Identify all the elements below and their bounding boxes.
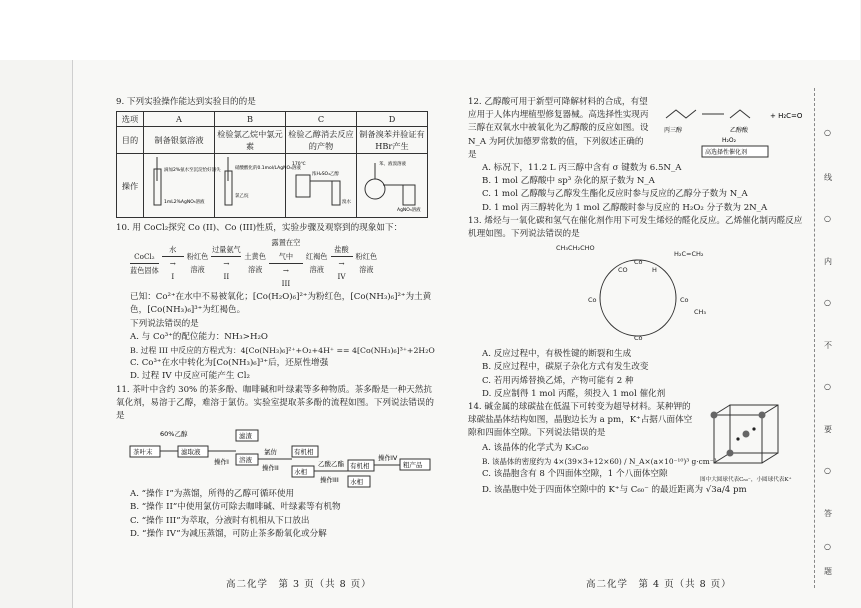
q10-node: CoCl₂ 蓝色固体 [130, 250, 159, 277]
q9-apparatus-d [357, 154, 428, 218]
mech-propanal: CH₃CH₂CHO [556, 244, 595, 253]
label-b2: 氯乙烷 [235, 194, 249, 200]
binding-mark: 题 [824, 567, 832, 576]
binding-mark: 答 [824, 509, 832, 518]
q12-option-a: A. 标况下，11.2 L 丙三醇中含有 σ 键数为 6.5N_A [482, 163, 682, 174]
q11-option-a: A. “操作 I”为蒸馏，所得的乙醇可循环使用 [130, 489, 295, 500]
q14-option-b: B. 该晶体的密度约为 4×(39×3+12×60) / N_A×(a×10⁻¹⁰)³ g·cm⁻³ [482, 456, 717, 466]
q12-option-d: D. 1 mol 丙三醇转化为 1 mol 乙醇酸时参与反应的 H₂O₂ 分子数为 2N_A [482, 202, 768, 213]
scheme-glycerol: 丙三醇 [664, 127, 683, 134]
flow-organic1: 有机相 [294, 448, 314, 457]
flow-ethanol: 60%乙醇 [160, 430, 188, 439]
q14-stem: 14. 碱金属的球碳盐在低温下可转变为超导材料。某种钾的球碳盐晶体结构如图，晶胞边长为 a pm，K⁺占据八面体空隙和四面体空隙。下列说法错误的是 [468, 402, 693, 439]
binding-mark: ○ [824, 128, 831, 137]
q9-purpose-label: 目的 [117, 127, 144, 154]
q10-node: 土黄色 溶液 [244, 252, 266, 275]
mech-ethylene: H₂C=CH₂ [674, 250, 704, 259]
q11-stem: 11. 茶叶中含约 30% 的茶多酚、咖啡碱和叶绿素等多种物质。茶多酚是一种天然抗氧化剂，易溶于乙醇，难溶于氯仿。实验室提取茶多酚的流程如图。下列说法错误的是 [116, 384, 434, 422]
page-3 [116, 96, 436, 541]
q10-ask: 下列说法错误的是 [130, 318, 199, 329]
q12-stem: 12. 乙醇酸可用于新型可降解材料的合成，有望应用于人体内埋植型修复器械。高选择性实现丙三醇在双氧水中被氧化为乙醇酸的反应如图。设 N_A 为阿伏加德罗常数的值，下列叙述正确的是 [468, 97, 649, 160]
flow-ethyl-acetate: 乙酸乙酯 [318, 460, 344, 469]
q10-flow [116, 236, 436, 290]
q9-header-cell: D [357, 112, 428, 127]
q10-arrow: 水 → I [162, 243, 184, 284]
q10-node: 粉红色 溶液 [355, 252, 378, 275]
mech-co-bottom: Co [634, 334, 643, 343]
q9-purpose-b: 检验氯乙烷中氯元素 [215, 127, 286, 154]
binding-mark: 内 [824, 257, 832, 266]
q10-node: 粉红色 溶液 [186, 252, 209, 275]
q14-option-c: C. 该晶胞含有 8 个四面体空隙，1 个八面体空隙 [482, 469, 668, 480]
q9-purpose-d: 制备溴苯并验证有HBr产生 [357, 127, 428, 154]
q9-header-cell: C [286, 112, 357, 127]
q9-header-cell: B [215, 112, 286, 127]
q10-option-b: B. 过程 III 中反应的方程式为：4[Co(NH₃)₆]²⁺+O₂+4H⁺ == 4[Co(NH₃)₆]³⁺+2H₂O [130, 346, 435, 356]
q10-arrow: 过量氨气 → II [211, 245, 241, 282]
binding-mark: ○ [824, 298, 831, 307]
q13-mechanism [468, 242, 808, 348]
mech-co-right: Co [680, 296, 689, 305]
q13-option-c: C. 若用丙烯替换乙烯，产物可能有 2 种 [482, 375, 634, 386]
q11-option-c: C. “操作 III”为萃取，分液时有机相从下口放出 [130, 515, 310, 526]
q10-arrow: 盐酸 → IV [331, 243, 353, 284]
q12-scheme [658, 96, 808, 162]
q13-stem: 13. 烯烃与一氧化碳和氢气在催化剂作用下可发生烯烃的醛化反应。乙烯催化制丙醛反应机理如图。下列说法错误的是 [468, 215, 803, 240]
q13-option-a: A. 反应过程中，有极性键的断裂和生成 [482, 349, 632, 360]
label-a2: 1mL2%AgNO₃溶液 [164, 200, 205, 206]
binding-mark: ○ [824, 382, 831, 391]
mech-co-left: Co [588, 296, 597, 305]
binding-line [814, 88, 815, 588]
binding-mark: 线 [824, 173, 832, 182]
label-c2: 浓H₂SO₄乙醇 [312, 172, 339, 178]
q10-node: 红褐色 溶液 [305, 252, 328, 275]
binding-mark: 要 [824, 425, 832, 434]
mech-h: H [652, 266, 657, 275]
label-c1: 170℃ [292, 162, 306, 168]
q9-apparatus-a [144, 154, 221, 218]
flow-tea: 茶叶末 [133, 448, 153, 457]
q14-figure-caption: 图中大圆球代表C₆₀⁻，小圆球代表K⁺ [700, 477, 792, 484]
q9-operation-label: 操作 [117, 154, 144, 218]
flow-water2: 水相 [350, 478, 363, 487]
q13-option-b: B. 反应过程中，碳原子杂化方式有发生改变 [482, 362, 649, 373]
label-a1: 滴加2%氨水至沉淀恰好溶失 [164, 168, 221, 174]
q9-apparatus-c [286, 154, 357, 218]
scan-margin [0, 0, 860, 60]
binding-mark: 不 [824, 341, 832, 350]
q9-header-cell: A [144, 112, 215, 127]
q14-crystal-cell [700, 401, 796, 471]
q13-option-d: D. 反应制得 1 mol 丙醛，须投入 1 mol 催化剂 [482, 388, 666, 399]
flow-water1: 水相 [294, 468, 307, 477]
scheme-catalyst: 高选择性催化剂 [705, 149, 748, 156]
flow-op1: 操作I [214, 458, 229, 467]
mech-methyl: CH₃ [694, 308, 707, 317]
label-b1: 硝酸酸化的0.1mol/LAgNO₃溶液 [235, 166, 301, 172]
q9-purpose-c: 检验乙醇消去反应的产物 [286, 127, 357, 154]
q14-option-d: D. 该晶胞中处于四面体空隙中的 K⁺与 C₆₀⁻ 的最近距离为 √3a/4 pm [482, 485, 747, 496]
flow-residue: 滤渣 [239, 432, 252, 441]
q14-option-a: A. 该晶体的化学式为 K₃C₆₀ [482, 442, 589, 453]
label-d2: AgNO₃溶液 [397, 208, 421, 214]
binding-mark: ○ [824, 466, 831, 475]
binding-mark: ○ [824, 214, 831, 223]
q10-option-a: A. 与 Co³⁺的配位能力：NH₃>H₂O [130, 331, 268, 342]
q9-stem: 9. 下列实验操作能达到实验目的的是 [116, 97, 256, 107]
flow-op2: 操作II [262, 464, 279, 473]
q10-option-d: D. 过程 IV 中反应可能产生 Cl₂ [130, 371, 250, 382]
flow-op3: 操作III [320, 476, 339, 485]
flow-filtrate: 滤取液 [181, 448, 201, 457]
flow-product: 粗产品 [403, 461, 423, 470]
q9-purpose-a: 制备银氨溶液 [144, 127, 215, 154]
q9-table [116, 111, 428, 218]
mech-co-top: Co [634, 258, 643, 267]
q12-option-c: C. 1 mol 乙醇酸与乙醇发生酯化反应时参与反应的乙醇分子数为 N_A [482, 189, 748, 200]
flow-op4: 操作IV [378, 454, 398, 463]
label-c3: 溴水 [342, 200, 351, 206]
scheme-glycolic: 乙醇酸 [730, 127, 749, 134]
q10-arrow: 露置在空气中 → III [269, 236, 303, 290]
flow-chloroform: 氯仿 [264, 448, 277, 457]
label-d1: 苯、液溴溶液 [379, 162, 406, 168]
q10-known: 已知：Co²⁺在水中不易被氧化；[Co(H₂O)₆]²⁺为粉红色，[Co(NH₃)₆]²⁺为土黄色，[Co(NH₃)₆]³⁺为红褐色。 [130, 292, 432, 316]
flow-solution: 溶液 [239, 456, 252, 465]
q11-flowchart [116, 424, 436, 488]
q11-option-d: D. “操作 IV”为减压蒸馏，可防止茶多酚氧化或分解 [130, 528, 327, 539]
footer-page-3: 高二化学 第 3 页（共 8 页） [226, 579, 372, 590]
binding-mark: ○ [824, 542, 831, 551]
q10-stem: 10. 用 CoCl₂探究 Co (II)、Co (III)性质，实验步骤及观察到的现象如下： [116, 223, 403, 234]
scheme-h2o2: H₂O₂ [722, 137, 737, 144]
page-4 [468, 96, 810, 497]
footer-page-4: 高二化学 第 4 页（共 8 页） [586, 579, 732, 590]
q9-header-cell: 选项 [117, 112, 144, 127]
flow-organic2: 有机相 [350, 462, 370, 471]
q12-option-b: B. 1 mol 乙醇酸中 sp³ 杂化的原子数为 N_A [482, 176, 655, 187]
mech-co-ligand: CO [618, 266, 628, 275]
q10-option-c: C. Co³⁺在水中转化为[Co(NH₃)₆]³⁺后，还原性增强 [130, 358, 329, 369]
svg-text:+ H₂C=O: + H₂C=O [770, 112, 803, 120]
q11-option-b: B. “操作 II”中使用氯仿可除去咖啡碱、叶绿素等有机物 [130, 502, 341, 513]
